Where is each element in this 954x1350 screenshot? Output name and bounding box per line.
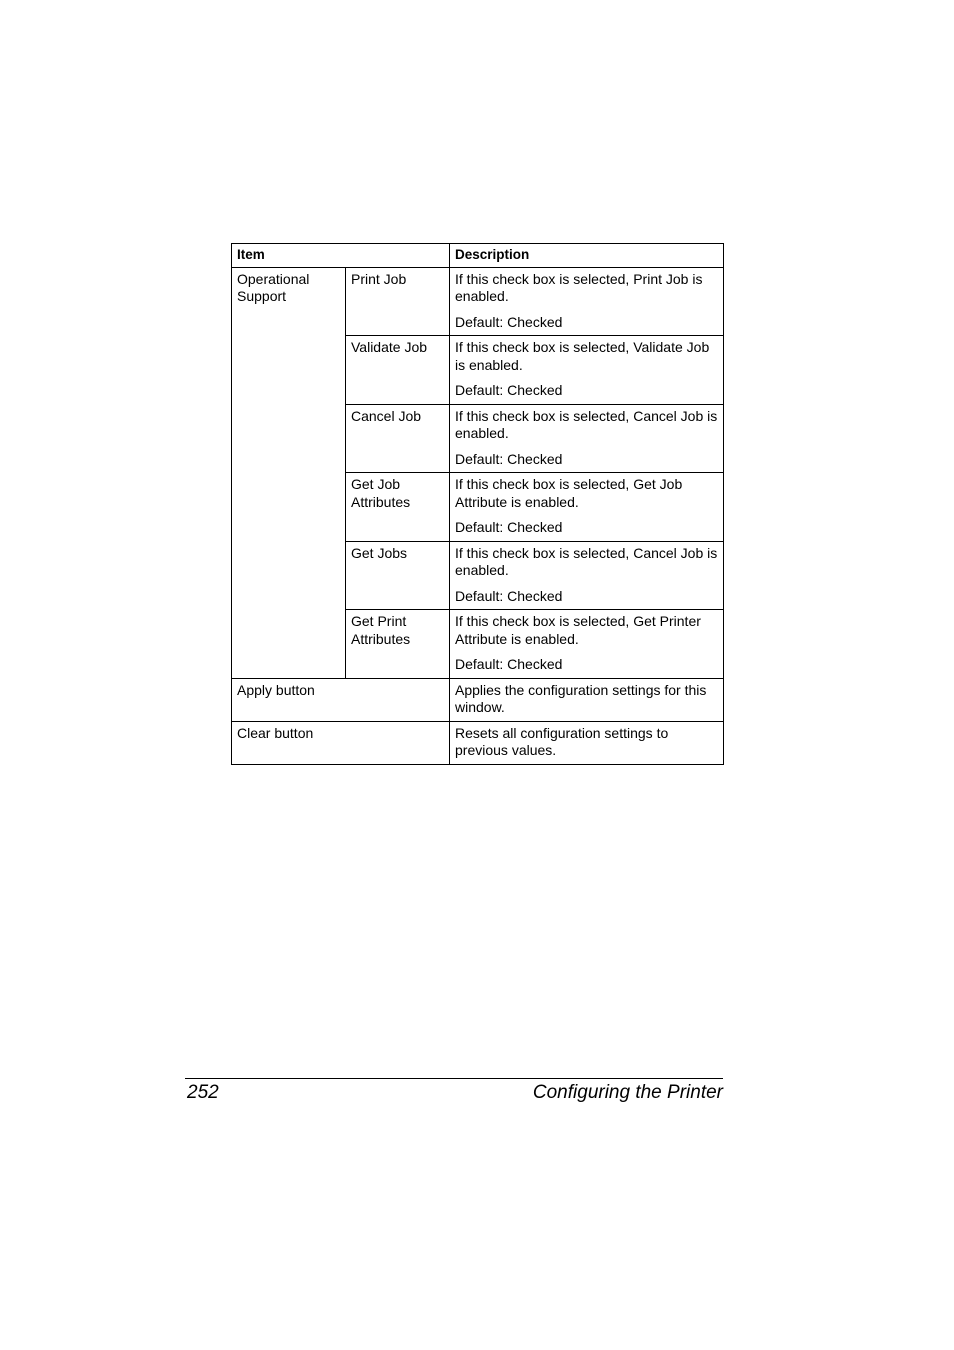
description-text: If this check box is selected, Cancel Job is enabled. <box>455 407 718 441</box>
sub-item-validate-job: Validate Job <box>346 336 450 405</box>
default-value: Default: Checked <box>455 519 563 535</box>
description-cell <box>450 267 724 336</box>
header-description: Description <box>450 244 724 268</box>
sub-item-get-job-attributes: Get Job Attributes <box>346 473 450 542</box>
description-cell <box>450 610 724 679</box>
description-text: If this check box is selected, Get Printer Attribute is enabled. <box>455 613 701 647</box>
sub-item-get-print-attributes: Get Print Attributes <box>346 610 450 679</box>
table-row <box>232 267 724 336</box>
item-apply-button: Apply button <box>232 678 450 721</box>
description-cell <box>450 541 724 610</box>
description-text: If this check box is selected, Print Job is enabled. <box>455 270 703 304</box>
description-text: Resets all configuration settings to previous values. <box>450 721 724 764</box>
default-value: Default: Checked <box>455 313 563 330</box>
default-value: Default: Checked <box>455 382 563 398</box>
description-cell <box>450 473 724 542</box>
group-label-operational-support: Operational Support <box>232 267 346 678</box>
table-header-row <box>232 244 724 268</box>
page-number: 252 <box>187 1082 219 1103</box>
default-value: Default: Checked <box>455 450 563 467</box>
table-row <box>232 721 724 764</box>
header-item: Item <box>232 244 450 268</box>
description-text: If this check box is selected, Cancel Job is enabled. <box>455 544 718 578</box>
description-text: If this check box is selected, Validate Job is enabled. <box>455 339 710 373</box>
item-clear-button: Clear button <box>232 721 450 764</box>
settings-table <box>231 243 724 765</box>
description-text: If this check box is selected, Get Job Attribute is enabled. <box>455 476 683 510</box>
chapter-title: Configuring the Printer <box>532 1082 723 1103</box>
sub-item-cancel-job: Cancel Job <box>346 404 450 473</box>
description-text: Applies the configuration settings for this window. <box>450 678 724 721</box>
description-cell <box>450 404 724 473</box>
footer-divider <box>185 1078 723 1079</box>
default-value: Default: Checked <box>455 587 563 604</box>
default-value: Default: Checked <box>455 656 563 672</box>
description-cell <box>450 336 724 405</box>
sub-item-get-jobs: Get Jobs <box>346 541 450 610</box>
table-row <box>232 678 724 721</box>
sub-item-print-job: Print Job <box>346 267 450 336</box>
